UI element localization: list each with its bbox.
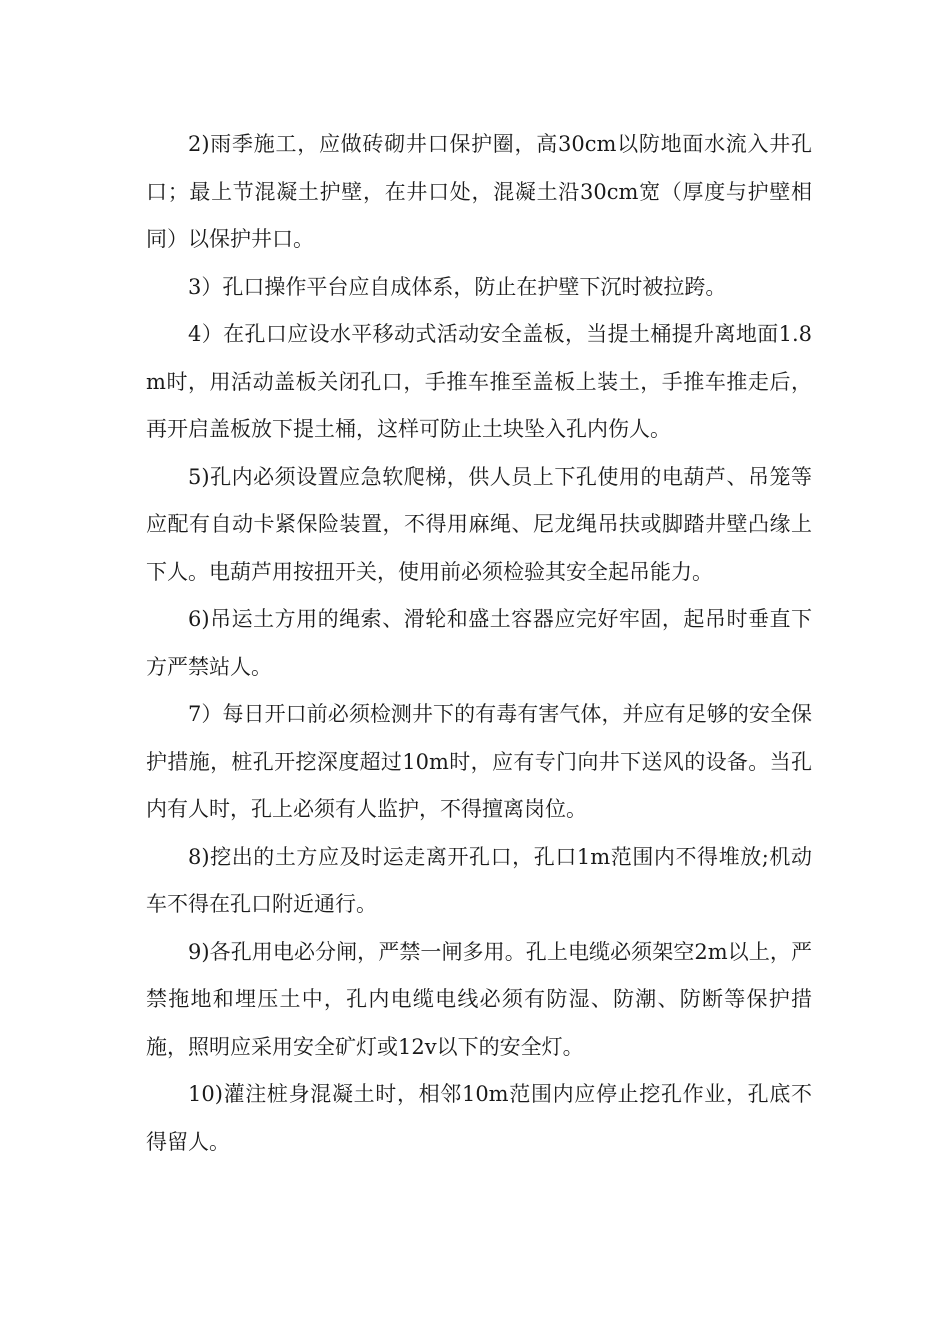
paragraph-9: 9)各孔用电必分闸，严禁一闸多用。孔上电缆必须架空2m以上，严禁拖地和埋压土中，孔内电缆电线必须有防湿、防潮、防断等保护措施，照明应采用安全矿灯或12v以下的安全灯。: [146, 939, 812, 1059]
paragraph-2: 2)雨季施工，应做砖砌井口保护圈，高30cm以防地面水流入井孔口；最上节混凝土护壁，在井口处，混凝土沿30cm宽（厚度与护壁相同）以保护井口。: [146, 132, 812, 251]
paragraph-3: 3）孔口操作平台应自成体系，防止在护壁下沉时被拉跨。: [188, 274, 727, 299]
document-body: [146, 121, 812, 1166]
paragraph-7: 7）每日开口前必须检测井下的有毒有害气体，并应有足够的安全保护措施，桩孔开挖深度超过10m时，应有专门向井下送风的设备。当孔内有人时，孔上必须有人监护，不得擅离岗位。: [146, 702, 812, 821]
paragraph-8: 8)挖出的土方应及时运走离开孔口，孔口1m范围内不得堆放;机动车不得在孔口附近通行。: [146, 844, 812, 916]
paragraph-5: 5)孔内必须设置应急软爬梯，供人员上下孔使用的电葫芦、吊笼等应配有自动卡紧保险装置，不得用麻绳、尼龙绳吊扶或脚踏井壁凸缘上下人。电葫芦用按扭开关，使用前必须检验其安全起吊能力。: [146, 464, 812, 584]
paragraph-4: 4）在孔口应设水平移动式活动安全盖板，当提土桶提升离地面1.8m时，用活动盖板关闭孔口，手推车推至盖板上装土，手推车推走后，再开启盖板放下提土桶，这样可防止土块坠入孔内伤人。: [146, 322, 812, 441]
paragraph-10: 10)灌注桩身混凝土时，相邻10m范围内应停止挖孔作业，孔底不得留人。: [146, 1082, 812, 1154]
paragraph-6: 6)吊运土方用的绳索、滑轮和盛土容器应完好牢固，起吊时垂直下方严禁站人。: [146, 607, 812, 679]
